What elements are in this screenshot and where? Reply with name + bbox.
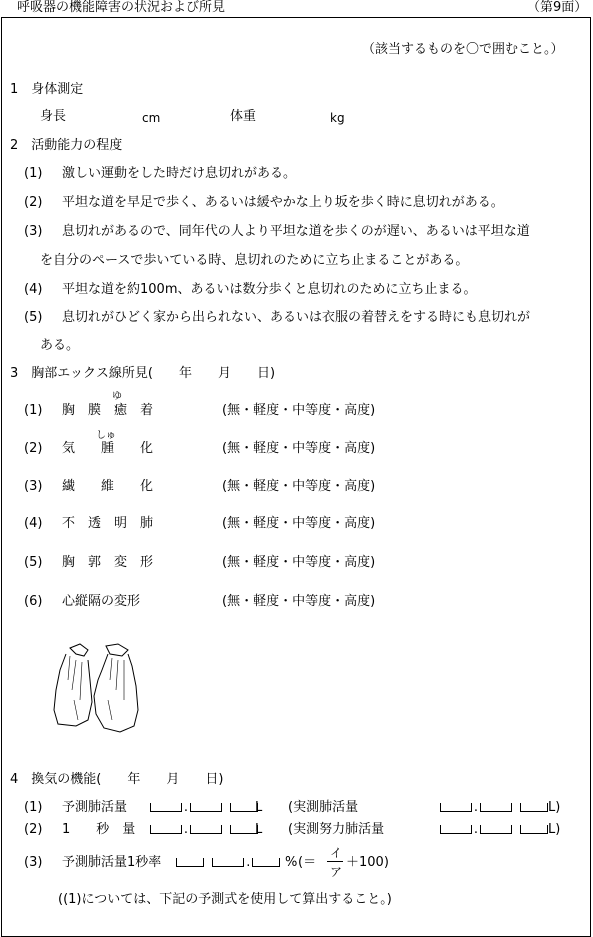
- footnote: ((1)については、下記の予測式を使用して算出すること。): [58, 892, 392, 907]
- fraction-bar: [327, 861, 343, 862]
- xray-6-num: (6): [24, 594, 43, 609]
- formula-open: (＝: [298, 855, 317, 870]
- formula-close: ＋100): [346, 855, 389, 870]
- fev1-ratio-label: 予測肺活量1秒率: [62, 855, 162, 870]
- vital-capacity-boxes: .: [150, 800, 258, 816]
- formula-numerator: イ: [330, 846, 343, 860]
- xray-3-label: 繊 維 化: [62, 479, 154, 494]
- activity-2-text: 平坦な道を早足で歩く、あるいは緩やかな上り坂を歩く時に息切れがある。: [62, 195, 504, 210]
- section4-heading: 4 換気の機能( 年 月 日): [10, 772, 224, 787]
- actual-fvc-close: L): [548, 822, 561, 837]
- xray-5-grades: (無・軽度・中等度・高度): [222, 555, 376, 570]
- activity-4-text: 平坦な道を約100m、あるいは数分歩くと息切れのために立ち止まる。: [62, 282, 477, 297]
- xray-4-label: 不 透 明 肺: [62, 516, 154, 531]
- actual-fvc-label: (実測努力肺活量: [288, 822, 385, 837]
- height-label: 身長: [40, 109, 67, 124]
- formula-denominator: ア: [330, 865, 343, 879]
- activity-5-num: (5): [24, 310, 43, 325]
- section2-heading: 2 活動能力の程度: [10, 138, 123, 153]
- activity-2-num: (2): [24, 195, 43, 210]
- section3-heading: 3 胸部エックス線所見( 年 月 日): [10, 366, 276, 381]
- xray-3-grades: (無・軽度・中等度・高度): [222, 479, 376, 494]
- weight-label: 体重: [230, 109, 257, 124]
- xray-1-num: (1): [24, 403, 43, 418]
- form-title: 呼吸器の機能障害の状況および所見: [17, 0, 226, 15]
- activity-3-num: (3): [24, 224, 43, 239]
- xray-5-label: 胸 郭 変 形: [62, 555, 154, 570]
- fev1-unit: L: [255, 822, 263, 837]
- xray-1-grades: (無・軽度・中等度・高度): [222, 403, 376, 418]
- ruby-shu: しゅ: [96, 430, 116, 441]
- fev1-ratio-num: (3): [24, 855, 43, 870]
- activity-5-text-line1: 息切れがひどく家から出られない、あるいは衣服の着替えをする時にも息切れが: [62, 310, 531, 325]
- fev1-ratio-boxes: .: [176, 855, 280, 871]
- activity-1-text: 激しい運動をした時だけ息切れがある。: [62, 166, 297, 181]
- actual-vital-capacity-close: L): [548, 800, 561, 815]
- lung-diagram: [48, 640, 148, 740]
- ruby-yu: ゆ: [112, 391, 122, 402]
- fev1-boxes: .: [150, 822, 258, 838]
- form-frame: [1, 17, 591, 937]
- vital-capacity-num: (1): [24, 800, 43, 815]
- vital-capacity-unit: L: [255, 800, 263, 815]
- fev1-ratio-unit: %: [285, 855, 298, 870]
- xray-6-grades: (無・軽度・中等度・高度): [222, 594, 376, 609]
- height-unit: cm: [142, 111, 161, 125]
- activity-4-num: (4): [24, 282, 43, 297]
- section1-heading: 1 身体測定: [10, 82, 84, 97]
- vital-capacity-label: 予測肺活量: [62, 800, 128, 815]
- xray-2-num: (2): [24, 441, 43, 456]
- xray-2-label: 気 腫 化: [62, 441, 154, 456]
- activity-1-num: (1): [24, 166, 43, 181]
- xray-4-grades: (無・軽度・中等度・高度): [222, 516, 376, 531]
- fev1-num: (2): [24, 822, 43, 837]
- xray-5-num: (5): [24, 555, 43, 570]
- actual-fvc-boxes: .: [440, 822, 548, 838]
- actual-vital-capacity-label: (実測肺活量: [288, 800, 359, 815]
- activity-5-text-line2: ある。: [40, 338, 80, 353]
- actual-vital-capacity-boxes: .: [440, 800, 548, 816]
- fev1-label: 1 秒 量: [62, 822, 136, 837]
- xray-2-grades: (無・軽度・中等度・高度): [222, 441, 376, 456]
- xray-3-num: (3): [24, 479, 43, 494]
- page-label: （第9面）: [527, 0, 588, 15]
- weight-unit: kg: [330, 111, 345, 125]
- xray-1-label: 胸 膜 癒 着: [62, 403, 154, 418]
- xray-6-label: 心縦隔の変形: [62, 594, 141, 609]
- xray-4-num: (4): [24, 516, 43, 531]
- activity-3-text-line2: を自分のペースで歩いている時、息切れのために立ち止まることがある。: [40, 253, 469, 268]
- circle-instruction: （該当するものを〇で囲むこと。）: [362, 42, 564, 57]
- activity-3-text-line1: 息切れがあるので、同年代の人より平坦な道を歩くのが遅い、あるいは平坦な道: [62, 224, 530, 239]
